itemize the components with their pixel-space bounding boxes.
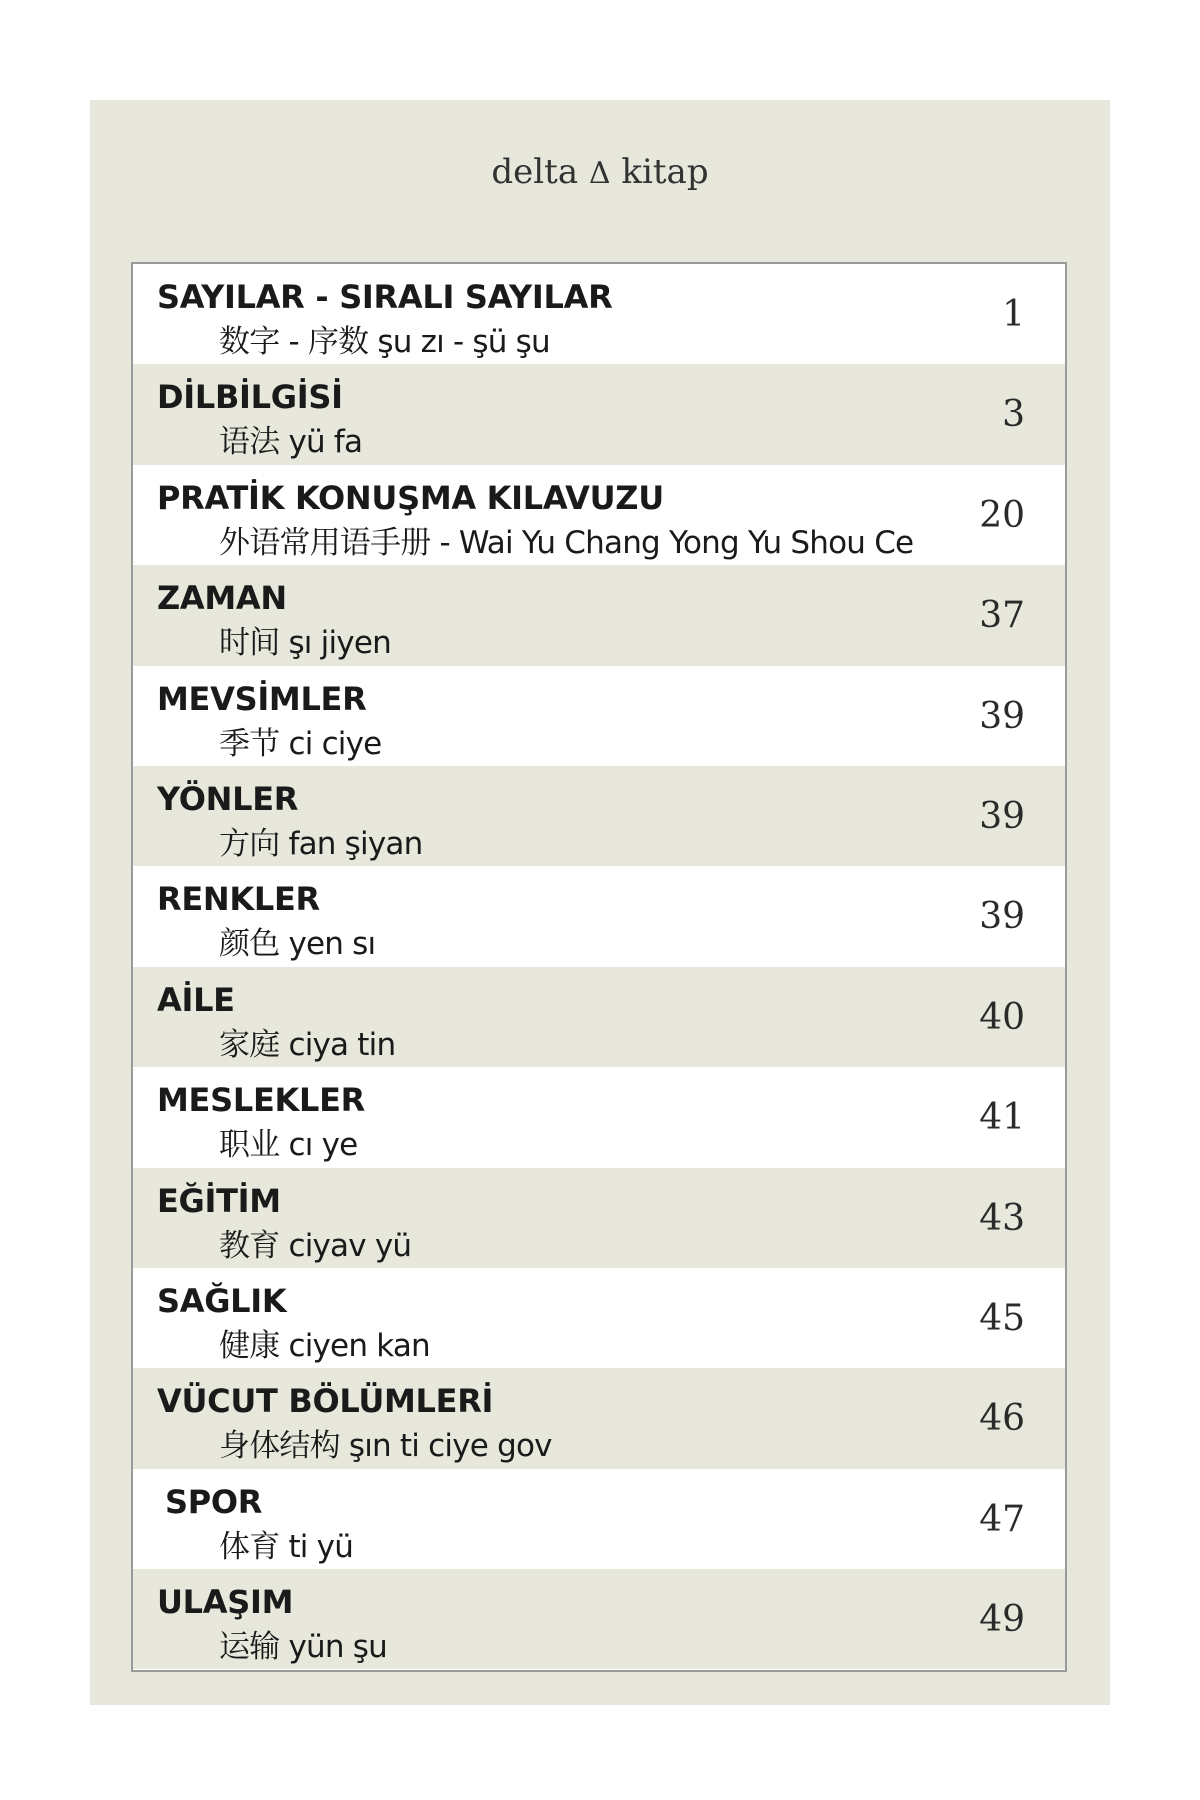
toc-entry-subtitle: 家庭 ciya tin [219, 1026, 396, 1063]
toc-row[interactable] [133, 967, 1065, 1067]
toc-row[interactable] [133, 766, 1065, 866]
toc-row[interactable] [133, 565, 1065, 665]
toc-page-number: 3 [1002, 394, 1025, 436]
toc-entry-title: YÖNLER [157, 779, 299, 818]
publisher-name-second: kitap [621, 152, 709, 192]
toc-entry-subtitle: 体育 ti yü [219, 1528, 354, 1565]
toc-entry-subtitle: 季节 ci ciye [219, 725, 382, 762]
toc-entry-title: SPOR [165, 1482, 263, 1521]
toc-entry-subtitle: 方向 fan şiyan [219, 825, 423, 862]
toc-entry-title: MEVSİMLER [157, 679, 367, 718]
toc-entry-title: SAYILAR - SIRALI SAYILAR [157, 278, 613, 316]
toc-row[interactable] [133, 465, 1065, 565]
toc-page-number: 20 [979, 494, 1025, 536]
book-page [90, 100, 1110, 1705]
toc-row[interactable] [133, 1469, 1065, 1569]
toc-row[interactable] [133, 1368, 1065, 1468]
toc-entry-title: DİLBİLGİSİ [157, 378, 343, 417]
toc-row[interactable] [133, 666, 1065, 766]
toc-entry-title: ZAMAN [157, 579, 287, 618]
toc-entry-title: SAĞLIK [157, 1281, 287, 1320]
toc-row[interactable] [133, 1569, 1065, 1669]
toc-entry-subtitle: 数字 - 序数 şu zı - şü şu [219, 324, 550, 360]
toc-row[interactable] [133, 364, 1065, 464]
toc-entry-subtitle: 职业 cı ye [219, 1127, 358, 1164]
toc-page-number: 43 [979, 1197, 1025, 1239]
toc-entry-subtitle: 时间 şı jiyen [219, 625, 391, 662]
toc-row[interactable] [133, 1067, 1065, 1167]
toc-page-number: 47 [979, 1498, 1025, 1540]
toc-entry-subtitle: 运输 yün şu [219, 1629, 387, 1666]
toc-entry-subtitle: 颜色 yen sı [219, 926, 376, 963]
toc-page-number: 39 [979, 896, 1025, 938]
toc-page-number: 39 [979, 795, 1025, 837]
toc-page-number: 1 [1002, 294, 1025, 335]
toc-entry-subtitle: 身体结构 şın ti ciye gov [219, 1428, 552, 1465]
toc-page-number: 49 [979, 1599, 1025, 1641]
publisher-name-first: delta [491, 152, 579, 192]
toc-page-number: 39 [979, 695, 1025, 737]
toc-entry-title: ULAŞIM [157, 1583, 294, 1622]
table-of-contents [131, 262, 1067, 1672]
toc-page-number: 46 [979, 1398, 1025, 1440]
toc-entry-subtitle: 语法 yü fa [219, 424, 363, 461]
toc-entry-title: VÜCUT BÖLÜMLERİ [157, 1382, 494, 1421]
toc-entry-subtitle: 健康 ciyen kan [219, 1327, 430, 1364]
toc-entry-subtitle: 教育 ciyav yü [219, 1227, 412, 1264]
toc-entry-title: AİLE [157, 980, 235, 1019]
publisher-header [90, 152, 1110, 192]
toc-row[interactable] [133, 1268, 1065, 1368]
toc-page-number: 40 [979, 996, 1025, 1038]
toc-page-number: 37 [979, 595, 1025, 637]
toc-entry-subtitle: 外语常用语手册 - Wai Yu Chang Yong Yu Shou Ce [219, 524, 914, 561]
toc-page-number: 41 [979, 1097, 1025, 1139]
toc-entry-title: EĞİTİM [157, 1181, 281, 1220]
toc-row[interactable] [133, 1168, 1065, 1268]
delta-symbol: Δ [588, 156, 611, 191]
toc-row[interactable] [133, 866, 1065, 966]
toc-entry-title: MESLEKLER [157, 1081, 365, 1120]
toc-entry-title: PRATİK KONUŞMA KILAVUZU [157, 478, 664, 517]
toc-entry-title: RENKLER [157, 880, 320, 919]
toc-row[interactable] [133, 264, 1065, 364]
toc-page-number: 45 [979, 1297, 1025, 1339]
